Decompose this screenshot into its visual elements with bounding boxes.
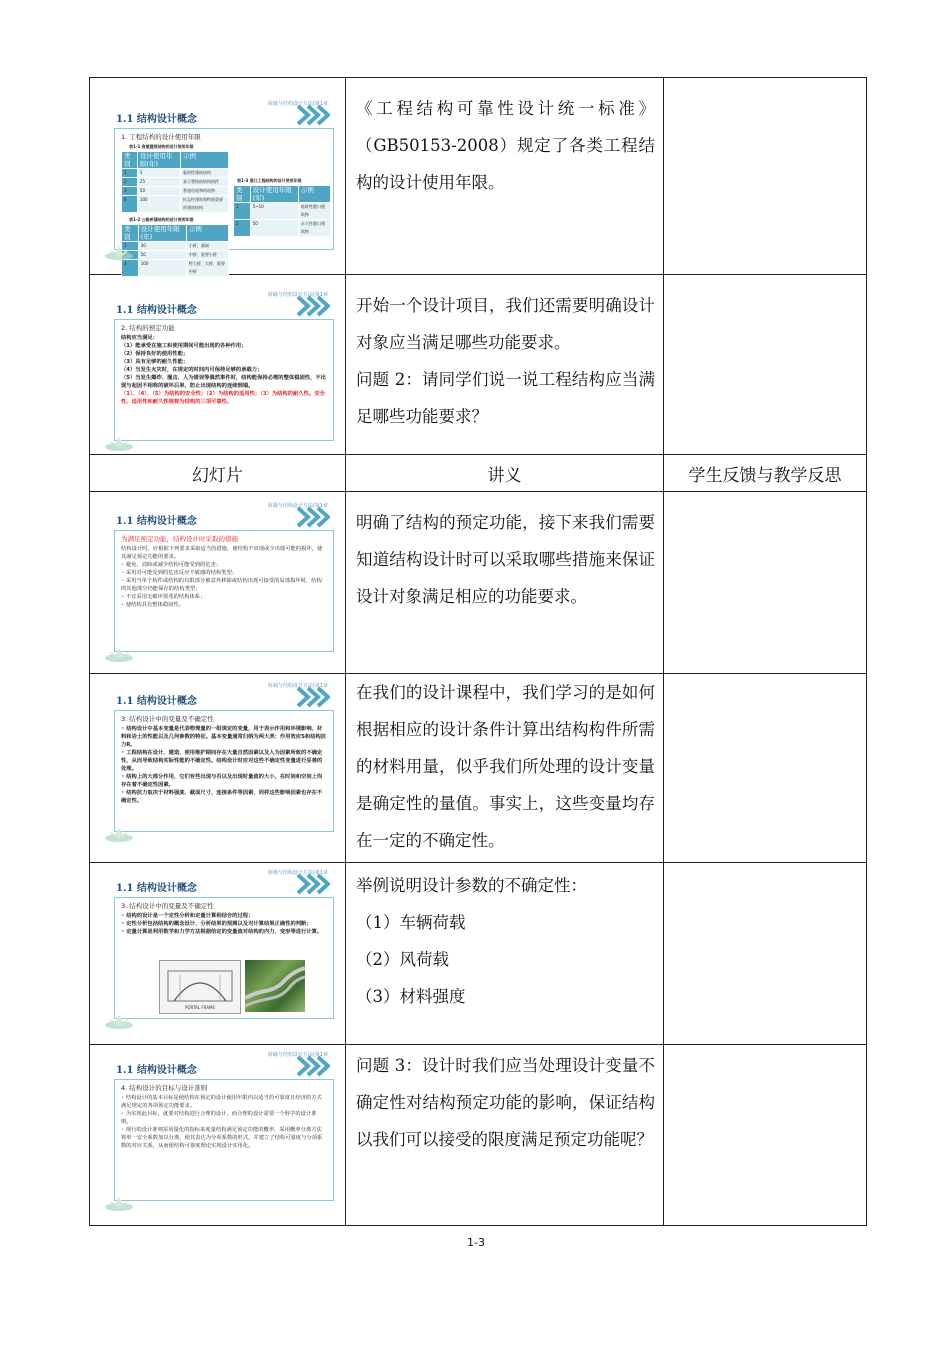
slide-cell (90, 863, 346, 1045)
table-row (234, 186, 331, 203)
table-cell: 30 (138, 242, 186, 251)
slide-body (114, 319, 334, 441)
lecture-cell (346, 674, 664, 863)
table-row (122, 251, 229, 260)
table-cell: 50 (138, 251, 186, 260)
highway-photo-image (245, 960, 305, 1012)
slide-line: （3）具有足够的耐久性能； (121, 359, 189, 365)
slide-heading: 为满足预定功能，结构设计时采取的措施 (121, 535, 238, 543)
slide-line: • 工程结构在设计、建造、使用维护期间存在大量自然因素以及人为因素所致的不确定性，从而导致结构实际性能的不确定性。结构设计时应对这些不确定性变量进行妥善的处理。 (121, 749, 327, 773)
table-cell: 易于替换的结构构件 (181, 178, 229, 187)
chevron-arrows-icon (296, 506, 330, 528)
slide-heading: 3. 结构设计中的变量及不确定性 (121, 715, 214, 723)
slide-line: • 定性分析包括结构的概念设计、分析结果的预测以及对计算结果正确性的判断； (121, 920, 327, 928)
table-cell: 临时性港口建筑物 (298, 203, 330, 220)
slide-heading: 2. 结构的预定功能 (121, 324, 175, 332)
slide-line: （1）能承受在施工和使用期间可能出现的各种作用； (121, 343, 247, 349)
table-row (122, 260, 229, 277)
table-cell: 特大桥、大桥、重要中桥 (186, 260, 228, 277)
table-cell: 5~10 (250, 203, 298, 220)
slide-line: • 不宜采用无破坏预兆的结构体系； (121, 593, 327, 601)
lecture-text: 问题 2：请同学们说一说工程结构应当满足哪些功能要求？ (356, 370, 655, 426)
lecture-cell (346, 492, 664, 674)
lecture-cell (346, 78, 664, 275)
slide-body (114, 710, 334, 832)
slide-title: 1.1 结构设计概念 (116, 883, 197, 894)
slide-body (114, 1079, 334, 1201)
slide-line: • 结构设计的基本目标是使结构在预定的设计使用年限内以适当的可靠度且经济的方式满足规定的各项预定功能要求。 (121, 1094, 327, 1110)
table-cell: 100 (138, 260, 186, 277)
slide-thumbnail (112, 680, 334, 840)
table-cell: 永久性港口建筑物 (298, 220, 330, 237)
table-row (122, 196, 229, 213)
frame-sketch-image (159, 960, 241, 1014)
table-cell: 类别 (122, 152, 138, 169)
slide-body (114, 128, 334, 274)
slide-line: • 结构的设计是一个定性分析和定量计算相结合的过程； (121, 912, 327, 920)
lecture-cell (346, 1045, 664, 1226)
table-row (122, 169, 229, 178)
slide-line: （5）当发生爆炸、撞击、人为错误等偶然事件时，结构能保持必需的整体稳固性，不出现与起因不相称的破坏后果，防止出现结构的连续倒塌。 (121, 375, 326, 389)
lecture-text: （2）风荷载 (356, 950, 449, 969)
table-cell: 2 (234, 220, 251, 237)
slide-thumbnail (112, 98, 334, 274)
slide-heading: 3. 结构设计中的变量及不确定性 (121, 902, 214, 910)
table-cell: 类别 (122, 225, 139, 242)
table-cell: 示例 (298, 186, 330, 203)
slide-thumbnail (112, 289, 334, 449)
slide-line: • 结构上的大部分作用，它们有些出现与否以及出现时量值的大小，在时间和空间上均存在着不确定性因素。 (121, 773, 327, 789)
lecture-text: （3）材料强度 (356, 987, 466, 1006)
slide-cell (90, 674, 346, 863)
table-cell: 2 (122, 178, 138, 187)
slide-top-label: 荷载与结构设计方法(第1章 (267, 1052, 328, 1058)
lecture-text: 开始一个设计项目，我们还需要明确设计对象应当满足哪些功能要求。 (356, 296, 655, 352)
table-cell: 设计使用年限(年) (138, 225, 186, 242)
chevron-arrows-icon (296, 104, 330, 126)
slide-line: • 结构抗力取决于材料强度、截面尺寸、连接条件等因素，同样这些影响因素也存在不确定性。 (121, 789, 327, 805)
table-cell: 3 (122, 187, 138, 196)
slide-line: • 现行的设计准则采用量化的指标来度量结构满足预定功能的概率，采用概率分离方法将单一安全系数加以分离，使其表达为分项系数的形式，并建立了结构可靠度与分项系数的对应关系，从而使结构可靠度理论实现设计实用化。 (121, 1126, 327, 1150)
table-row (122, 225, 229, 242)
slide-top-label: 荷载与结构设计方法(第1章 (267, 101, 328, 107)
lotus-icon (104, 1195, 134, 1213)
table-cell: 设计使用年限(年) (137, 152, 180, 169)
lecture-cell (346, 275, 664, 455)
slide-line: （4）当发生火灾时，在规定的时间内可保持足够的承载力； (121, 367, 263, 373)
port-life-table (233, 185, 331, 237)
chevron-arrows-icon (296, 295, 330, 317)
table-cell: 1 (122, 242, 139, 251)
feedback-cell (664, 78, 867, 275)
table-cell: 临时性建筑结构 (181, 169, 229, 178)
table-cell: 50 (250, 220, 298, 237)
lecture-text: 《工程结构可靠性设计统一标准》（GB50153-2008）规定了各类工程结构的设计使用年限。 (356, 99, 655, 192)
table-caption: 表1-3 港口工程结构的设计使用年限 (237, 178, 302, 183)
sketch-label: PORTAL FRAME (184, 1005, 216, 1010)
lotus-icon (104, 1013, 134, 1031)
slide-body (114, 530, 334, 652)
lotus-icon (104, 435, 134, 453)
lecture-text: 举例说明设计参数的不确定性： (356, 876, 587, 895)
table-row (122, 152, 229, 169)
slide-thumbnail (112, 867, 334, 1027)
slide-cell (90, 275, 346, 455)
table-cell: 1 (122, 169, 138, 178)
slide-heading: 1. 工程结构的设计使用年限 (121, 133, 201, 141)
slide-line: • 采用当单个构件或结构的有限部分被意外移除或结构出现可接受的局部损坏时，结构的其他部分仍能保存的结构类型； (121, 577, 327, 593)
slide-heading: 4. 结构设计的目标与设计准则 (121, 1084, 208, 1092)
lecture-cell (346, 863, 664, 1045)
feedback-cell (664, 275, 867, 455)
lotus-icon (104, 826, 134, 844)
slide-line: • 避免、消除或减少结构可能受到的危害； (121, 561, 327, 569)
table-cell: 设计使用年限(年) (250, 186, 298, 203)
slide-cell (90, 78, 346, 275)
slide-thumbnail (112, 1049, 334, 1209)
slide-top-label: 荷载与结构设计方法(第1章 (267, 503, 328, 509)
table-cell: 小桥、涵洞 (186, 242, 228, 251)
slide-title: 1.1 结构设计概念 (116, 516, 197, 527)
slide-line: 结构设计时，应根据下列要求采取适当的措施，使结构不出现或少出现可能的损坏，使其满足预定功能的要求。 (121, 546, 323, 560)
table-cell: 中桥、重要小桥 (186, 251, 228, 260)
table-cell: 50 (137, 187, 180, 196)
lesson-table (89, 77, 867, 1226)
slide-line: • 结构设计中基本变量是代表物理量的一组规定的变量，用于表示作用和环境影响、材料和岩土的性能以及几何参数的特征。基本变量通常归纳为两大类：作用效应S和结构抗力R。 (121, 725, 327, 749)
feedback-cell (664, 492, 867, 674)
table-caption: 表1-2 公路桥涵结构的设计使用年限 (129, 217, 194, 222)
header-feedback: 学生反馈与教学反思 (664, 455, 867, 492)
slide-summary: （1）、（4）、（5）为结构的安全性；（2）为结构的适用性；（3）为结构的耐久性。安全性、适用性和耐久性统称为结构的三项可靠性。 (121, 391, 325, 405)
lecture-text: 问题 3：设计时我们应当处理设计变量不确定性对结构预定功能的影响，保证结构以我们可以接受的限度满足预定功能呢？ (356, 1056, 655, 1149)
feedback-cell (664, 863, 867, 1045)
header-slides: 幻灯片 (90, 455, 346, 492)
bridge-life-table (121, 224, 229, 277)
table-cell: 3 (122, 260, 139, 277)
slide-line: • 定量计算是利用数学和力学方法根据给定的变量值对结构的内力、变形等进行计算。 (121, 928, 327, 936)
header-lecture: 讲义 (346, 455, 664, 492)
table-row (234, 220, 331, 237)
table-cell: 1 (234, 203, 251, 220)
design-life-table (121, 151, 229, 213)
slide-title: 1.1 结构设计概念 (116, 305, 197, 316)
table-row (122, 178, 229, 187)
table-cell: 类别 (234, 186, 251, 203)
page-number: 1-3 (467, 1236, 485, 1249)
slide-line: • 采用对可能受到的危害反应不敏感的结构类型； (121, 569, 327, 577)
feedback-cell (664, 674, 867, 863)
table-cell: 示例 (186, 225, 228, 242)
table-row (234, 203, 331, 220)
feedback-cell (664, 1045, 867, 1226)
table-row (122, 242, 229, 251)
slide-line: • 为实现此目标，就要对结构进行合理的设计，而合理的设计需要一个科学的设计准则。 (121, 1110, 327, 1126)
slide-title: 1.1 结构设计概念 (116, 114, 197, 125)
table-cell: 示例 (181, 152, 229, 169)
slide-title: 1.1 结构设计概念 (116, 1065, 197, 1076)
chevron-arrows-icon (296, 1055, 330, 1077)
slide-thumbnail (112, 500, 334, 660)
table-cell: 25 (137, 178, 180, 187)
slide-line: （2）保持良好的使用性能； (121, 351, 189, 357)
table-cell: 100 (137, 196, 180, 213)
lotus-icon (104, 244, 134, 262)
lecture-text: 明确了结构的预定功能，接下来我们需要知道结构设计时可以采取哪些措施来保证设计对象满足相应的功能要求。 (356, 513, 655, 606)
lecture-text: （1）车辆荷载 (356, 913, 466, 932)
slide-top-label: 荷载与结构设计方法(第1章 (267, 870, 328, 876)
slide-top-label: 荷载与结构设计方法(第1章 (267, 683, 328, 689)
table-cell: 标志性建筑和特别重要的建筑结构 (181, 196, 229, 213)
slide-line: 结构应当满足： (121, 335, 159, 341)
chevron-arrows-icon (296, 873, 330, 895)
slide-line: • 使结构具有整体稳固性。 (121, 601, 327, 609)
slide-cell (90, 492, 346, 674)
table-cell: 5 (137, 169, 180, 178)
table-cell: 普通房屋和构筑物 (181, 187, 229, 196)
lecture-text: 在我们的设计课程中，我们学习的是如何根据相应的设计条件计算出结构构件所需的材料用量，似乎我们所处理的设计变量是确定性的量值。事实上，这些变量均存在一定的不确定性。 (356, 683, 655, 850)
slide-cell (90, 1045, 346, 1226)
table-caption: 表1-1 房屋建筑结构的设计使用年限 (129, 144, 194, 149)
slide-title: 1.1 结构设计概念 (116, 696, 197, 707)
lotus-icon (104, 646, 134, 664)
table-cell: 4 (122, 196, 138, 213)
chevron-arrows-icon (296, 686, 330, 708)
table-row (122, 187, 229, 196)
slide-body (114, 897, 334, 1019)
slide-top-label: 荷载与结构设计方法(第1章 (267, 292, 328, 298)
